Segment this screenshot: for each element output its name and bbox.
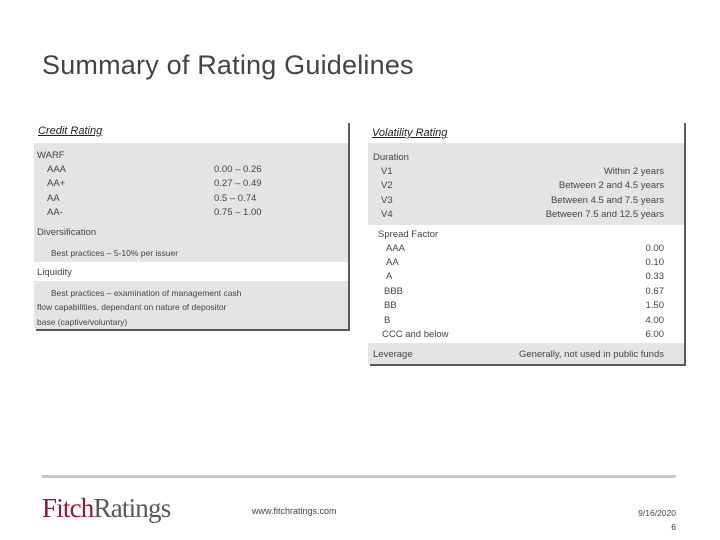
duration-rating: V4 xyxy=(381,209,393,220)
liquidity-text-line: flow capabilities, dependant on nature of depositor xyxy=(37,302,227,312)
spread-rating: AA xyxy=(386,257,399,268)
spread-value: 4.00 xyxy=(645,315,664,326)
leverage-value: Generally, not used in public funds xyxy=(518,349,664,360)
spread-rating: AAA xyxy=(386,243,406,254)
duration-value: Between 4.5 and 7.5 years xyxy=(550,195,664,206)
logo-text-ratings: Ratings xyxy=(93,493,171,523)
warf-rating: AA- xyxy=(47,207,63,218)
warf-rating: AA xyxy=(47,193,60,204)
diversification-text: Best practices – 5-10% per issuer xyxy=(51,248,179,258)
footer-url-link[interactable]: www.fitchratings.com xyxy=(252,506,337,516)
credit-rating-panel xyxy=(34,121,348,329)
duration-rating: V2 xyxy=(381,180,393,191)
duration-value: Within 2 years xyxy=(603,166,664,177)
spread-rating: A xyxy=(386,271,393,282)
spread-rating: B xyxy=(384,315,391,326)
warf-rating: AA+ xyxy=(47,178,66,189)
spread-value: 0.00 xyxy=(645,243,664,254)
leverage-label: Leverage xyxy=(373,349,413,360)
diversification-label: Diversification xyxy=(37,227,97,238)
page-title: Summary of Rating Guidelines xyxy=(42,50,414,80)
spread-value: 0.67 xyxy=(645,286,664,297)
duration-rating: V3 xyxy=(381,195,393,206)
credit-rating-header: Credit Rating xyxy=(34,121,348,144)
duration-rating: V1 xyxy=(381,166,393,177)
logo-text-fitch: Fitch xyxy=(42,493,94,523)
warf-range: 0.00 – 0.26 xyxy=(214,164,262,175)
volatility-rating-panel xyxy=(368,121,684,364)
liquidity-text-line: Best practices – examination of management cash xyxy=(51,288,242,298)
spread-value: 1.50 xyxy=(645,300,664,311)
warf-range: 0.27 – 0.49 xyxy=(214,178,262,189)
spread-rating: BB xyxy=(384,300,397,311)
liquidity-text-line: base (captive/voluntary) xyxy=(37,317,128,327)
spread-value: 6.00 xyxy=(645,329,664,340)
volatility-rating-header: Volatility Rating xyxy=(368,121,684,144)
warf-range: 0.5 – 0.74 xyxy=(214,193,257,204)
warf-range: 0.75 – 1.00 xyxy=(214,207,262,218)
page-number: 6 xyxy=(671,522,676,532)
warf-label: WARF xyxy=(37,150,65,161)
spread-value: 0.10 xyxy=(645,257,664,268)
duration-value: Between 2 and 4.5 years xyxy=(558,180,664,191)
liquidity-label: Liquidity xyxy=(37,267,72,278)
footer-date: 9/16/2020 xyxy=(638,508,676,518)
footer-divider xyxy=(42,475,676,478)
spread-value: 0.33 xyxy=(645,271,664,282)
spread-rating: BBB xyxy=(384,286,404,297)
fitch-ratings-logo xyxy=(42,493,170,524)
duration-value: Between 7.5 and 12.5 years xyxy=(545,209,664,220)
warf-rating: AAA xyxy=(47,164,67,175)
spread-rating: CCC and below xyxy=(382,329,449,340)
spread-factor-label: Spread Factor xyxy=(378,229,439,240)
duration-label: Duration xyxy=(373,152,409,163)
